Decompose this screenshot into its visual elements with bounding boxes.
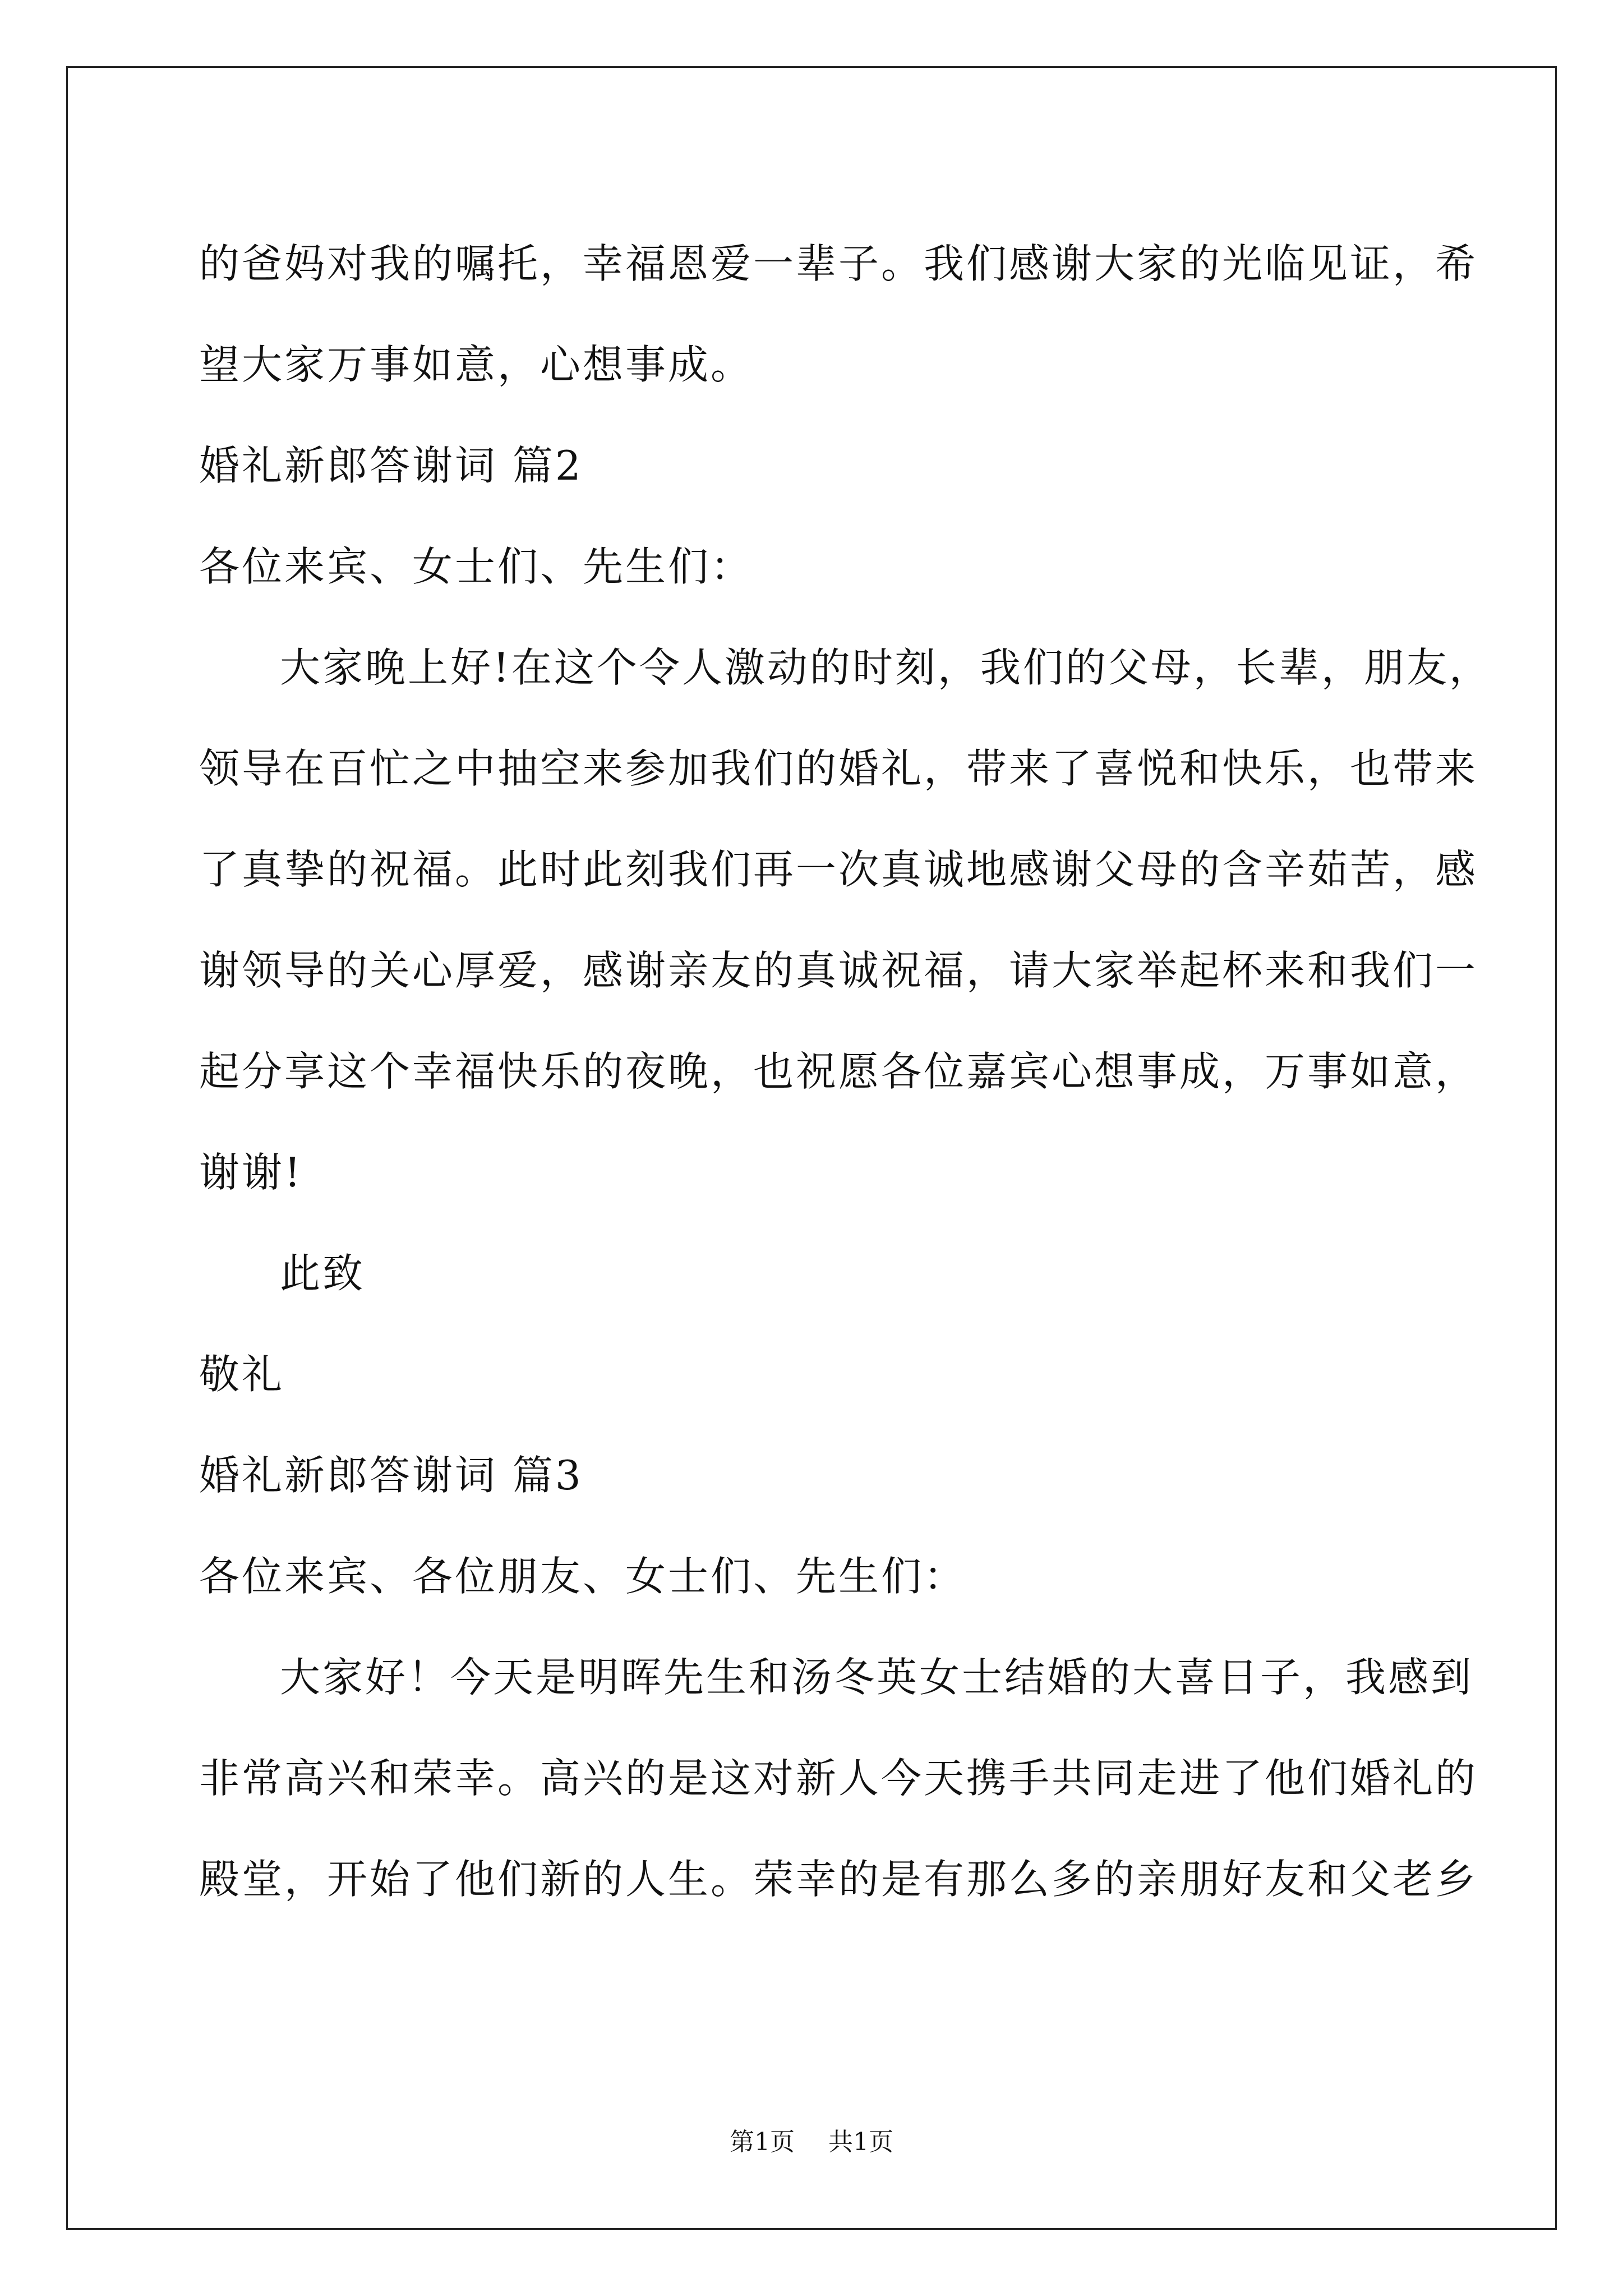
closing-line: 敬礼 [199,1351,285,1398]
salutation: 各位来宾、各位朋友、女士们、先生们： [199,1553,967,1600]
page-number: 第1页 [730,2128,795,2156]
text-line: 起分享这个幸福快乐的夜晚，也祝愿各位嘉宾心想事成，万事如意， [199,1048,1478,1095]
closing-line: 此致 [280,1250,366,1297]
salutation: 各位来宾、女士们、先生们： [199,543,754,590]
text-line: 了真挚的祝福。此时此刻我们再一次真诚地感谢父母的含辛茹苦，感 [199,846,1478,893]
text-line: 非常高兴和荣幸。高兴的是这对新人今天携手共同走进了他们婚礼的 [199,1755,1478,1802]
text-line: 大家晚上好!在这个令人激动的时刻，我们的父母，长辈，朋友， [280,644,1492,691]
text-line: 殿堂，开始了他们新的人生。荣幸的是有那么多的亲朋好友和父老乡 [199,1856,1478,1903]
text-line: 领导在百忙之中抽空来参加我们的婚礼，带来了喜悦和快乐，也带来 [199,745,1478,792]
page-total: 共1页 [828,2128,893,2156]
text-line: 的爸妈对我的嘱托，幸福恩爱一辈子。我们感谢大家的光临见证，希 [199,240,1478,287]
document-body [199,213,1492,1930]
page-footer [0,2122,1623,2157]
section-heading: 婚礼新郎答谢词 篇3 [199,1452,583,1499]
text-line: 望大家万事如意，心想事成。 [199,341,754,388]
text-line: 谢谢! [199,1149,303,1196]
section-heading: 婚礼新郎答谢词 篇2 [199,442,583,489]
text-line: 谢领导的关心厚爱，感谢亲友的真诚祝福，请大家举起杯来和我们一 [199,947,1478,994]
text-line: 大家好！今天是明晖先生和汤冬英女士结婚的大喜日子，我感到 [280,1654,1474,1701]
